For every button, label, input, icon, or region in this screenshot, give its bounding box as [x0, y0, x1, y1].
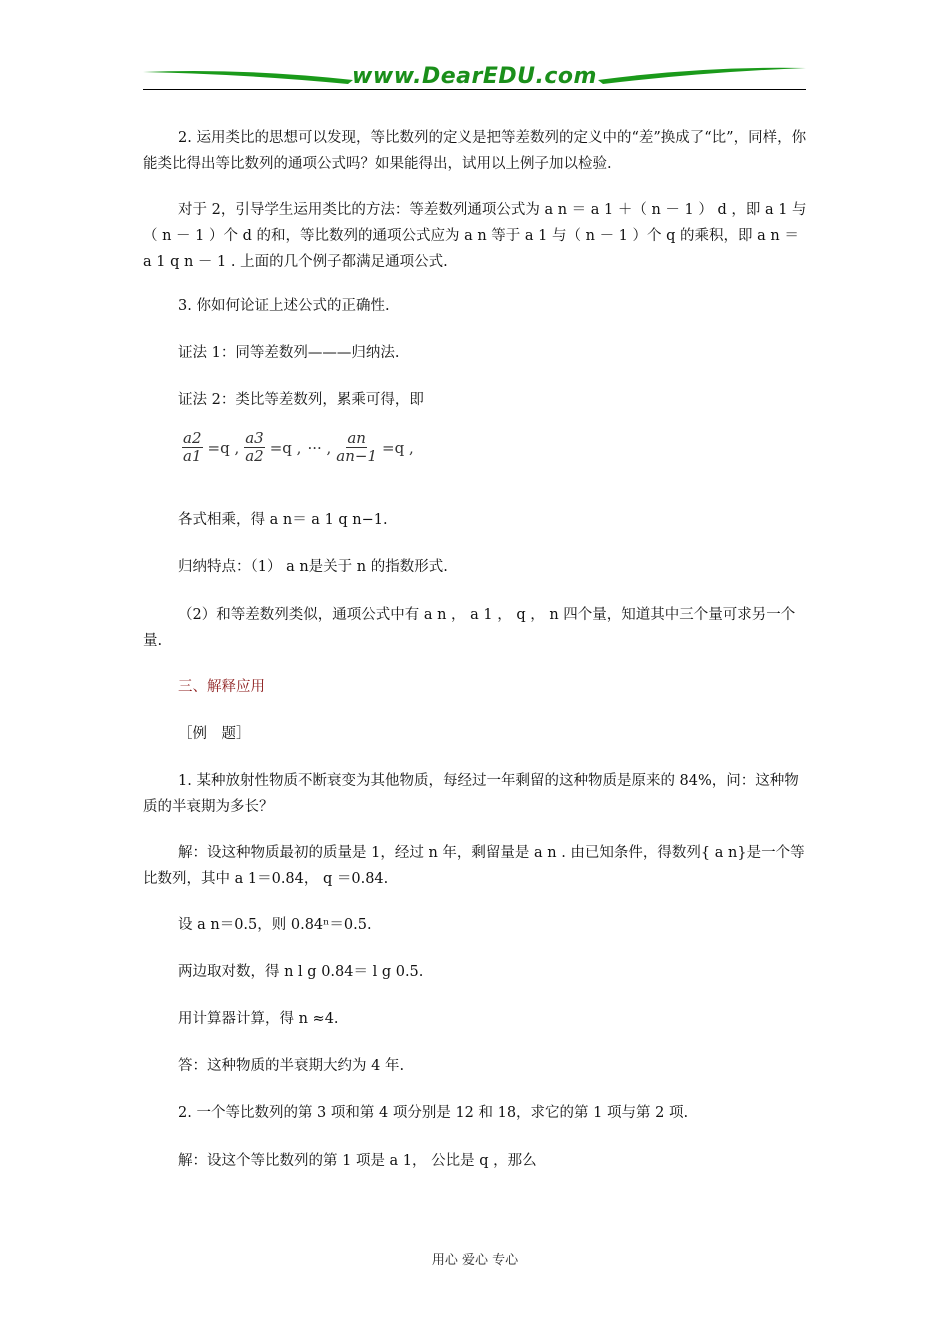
paragraph-guidance: 对于 2，引导学生运用类比的方法：等差数列通项公式为 a n ＝ a 1 ＋（ n － 1 ） d ，即 a 1 与（ n － 1 ）个 d 的和，等比数列的通项公式应为 a n 等于 a 1 与（ n － 1 ）个 q 的乘积，即 a n ＝ a 1 q n － 1 . 上面的几个例子都满足通项公式. [143, 202, 807, 270]
equals-q-3: =q , [382, 438, 414, 457]
paragraph-analogy: 2. 运用类比的思想可以发现，等比数列的定义是把等差数列的定义中的“差”换成了“比”，同样，你能类比得出等比数列的通项公式吗？如果能得出，试用以上例子加以检验. [143, 130, 807, 172]
page-header [143, 62, 806, 92]
fraction-3: $\frac{an}{an-1}$ [336, 429, 377, 465]
example-2-question: 2. 一个等比数列的第 3 项和第 4 项分别是 12 和 18，求它的第 1 项与第 2 项. [178, 1105, 689, 1121]
paragraph-proof-1: 证法 1：同等差数列———归纳法. [178, 345, 400, 361]
paragraph-feature-2: （2）和等差数列类似，通项公式中有 a n ， a 1 ， q ， n 四个量，知道其中三个量可求另一个量. [143, 607, 796, 649]
example-1-solution: 解：设这种物质最初的质量是 1，经过 n 年，剩留量是 a n . 由已知条件，得数列{ a n}是一个等比数列，其中 a 1＝0.84， q ＝0.84. [143, 845, 805, 887]
section-heading: 三、解释应用 [178, 679, 265, 695]
equals-q-2: =q , [269, 438, 302, 457]
ratio-formula [180, 430, 417, 465]
paragraph-feature-1: 归纳特点：（1） a n是关于 n 的指数形式. [178, 559, 448, 575]
header-divider [143, 89, 806, 90]
example-1-question: 1. 某种放射性物质不断衰变为其他物质，每经过一年剩留的这种物质是原来的 84%，问：这种物质的半衰期为多长？ [143, 773, 799, 815]
paragraph-product: 各式相乘，得 a n＝ a 1 q n−1. [178, 512, 388, 528]
site-logo[interactable]: www.DearEDU.com [352, 64, 597, 89]
example-2-solution: 解：设这个等比数列的第 1 项是 a 1， 公比是 q ，那么 [178, 1153, 537, 1169]
paragraph-question-3: 3. 你如何论证上述公式的正确性. [178, 298, 390, 314]
example-1-step-2: 两边取对数，得 n l g 0.84＝ l g 0.5. [178, 964, 424, 980]
paragraph-proof-2: 证法 2：类比等差数列，累乘可得，即 [178, 392, 424, 408]
equals-q-1: =q , [207, 438, 240, 457]
example-title: ［例 题］ [178, 726, 251, 742]
fraction-1: $\frac{a2}{a1}$ [183, 429, 202, 465]
example-1-step-3: 用计算器计算，得 n ≈4. [178, 1011, 339, 1027]
example-1-answer: 答：这种物质的半衰期大约为 4 年. [178, 1058, 405, 1074]
fraction-2: $\frac{a3}{a2}$ [245, 429, 264, 465]
ellipsis: ··· , [307, 438, 332, 457]
page-footer: 用心 爱心 专心 [431, 1253, 519, 1268]
example-1-step-1: 设 a n＝0.5，则 0.84ⁿ＝0.5. [178, 917, 372, 933]
